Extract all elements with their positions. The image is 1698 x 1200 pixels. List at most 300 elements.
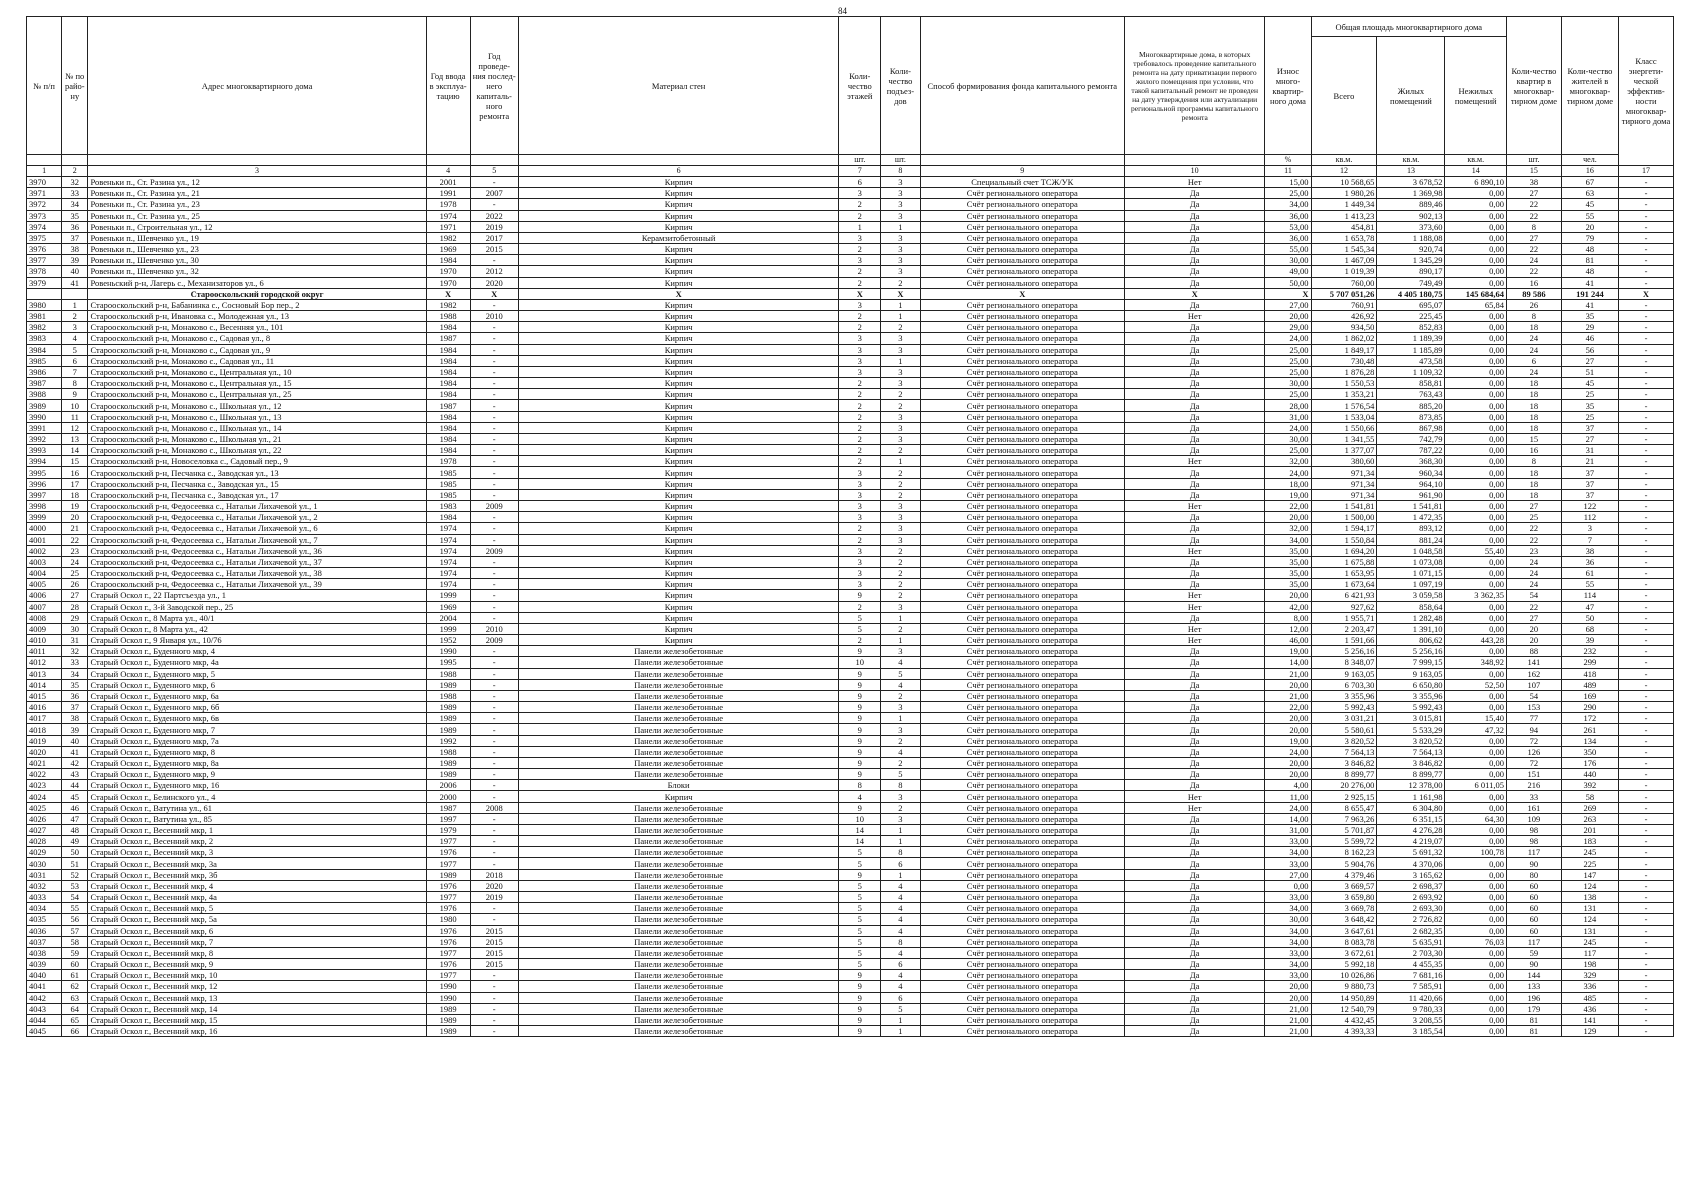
table-cell: Счёт регионального оператора: [920, 847, 1124, 858]
table-row: [27, 679, 1674, 690]
table-cell: 147: [1561, 869, 1618, 880]
unit-area-living: кв.м.: [1377, 155, 1445, 166]
table-cell: Счёт регионального оператора: [920, 232, 1124, 243]
table-cell: 36,00: [1265, 210, 1311, 221]
table-cell: 2020: [470, 880, 518, 891]
table-cell: 0,00: [1445, 378, 1507, 389]
table-cell: 20,00: [1265, 512, 1311, 523]
table-cell: 117: [1506, 847, 1561, 858]
table-cell: X: [1124, 288, 1265, 299]
table-cell: 7 585,91: [1377, 981, 1445, 992]
table-cell: 2 693,30: [1377, 903, 1445, 914]
unit-entrances: шт.: [881, 155, 921, 166]
table-cell: -: [1618, 668, 1673, 679]
table-cell: -: [470, 255, 518, 266]
table-cell: Счёт регионального оператора: [920, 489, 1124, 500]
table-cell: 122: [1561, 500, 1618, 511]
table-cell: 3: [839, 467, 881, 478]
table-cell: 49: [62, 836, 88, 847]
table-cell: 4018: [27, 724, 62, 735]
header-apartments: Коли-чество квартир в многоквар-тирном доме: [1506, 17, 1561, 155]
table-cell: Да: [1124, 523, 1265, 534]
table-cell: Счёт регионального оператора: [920, 1014, 1124, 1025]
table-cell: 68: [1561, 623, 1618, 634]
table-cell: Счёт регионального оператора: [920, 702, 1124, 713]
table-cell: Панели железобетонные: [518, 702, 839, 713]
table-cell: -: [1618, 568, 1673, 579]
table-cell: 8: [1506, 311, 1561, 322]
table-cell: 24: [1506, 333, 1561, 344]
table-cell: 3 846,82: [1377, 757, 1445, 768]
table-cell: 60: [1506, 880, 1561, 891]
table-cell: X: [426, 288, 470, 299]
table-cell: 47: [1561, 601, 1618, 612]
table-cell: 24,00: [1265, 746, 1311, 757]
table-cell: 0,00: [1445, 467, 1507, 478]
table-cell: 3970: [27, 177, 62, 188]
table-cell: Старый Оскол г., Весенний мкр, 7: [88, 936, 426, 947]
table-cell: 454,81: [1311, 221, 1377, 232]
table-cell: 4 455,35: [1377, 959, 1445, 970]
table-cell: Старый Оскол г., Белинского ул., 4: [88, 791, 426, 802]
table-cell: 368,30: [1377, 456, 1445, 467]
table-cell: 72: [1506, 735, 1561, 746]
table-cell: Счёт регионального оператора: [920, 869, 1124, 880]
header-year-built: Год ввода в эксплуа-тацию: [426, 17, 470, 155]
table-cell: 20: [1506, 623, 1561, 634]
table-row: [27, 1003, 1674, 1014]
table-row: [27, 523, 1674, 534]
table-cell: 21,00: [1265, 690, 1311, 701]
table-cell: 29: [1561, 322, 1618, 333]
table-row: [27, 836, 1674, 847]
table-cell: Старый Оскол г., Буденного мкр, 6б: [88, 702, 426, 713]
table-cell: 225,45: [1377, 311, 1445, 322]
table-cell: Счёт регионального оператора: [920, 880, 1124, 891]
table-cell: 114: [1561, 590, 1618, 601]
table-cell: 27: [62, 590, 88, 601]
table-cell: -: [470, 378, 518, 389]
table-cell: 3: [839, 188, 881, 199]
header-wear: Износ много-квартир-ного дома: [1265, 17, 1311, 155]
table-cell: 4,00: [1265, 780, 1311, 791]
table-cell: 1 541,81: [1377, 500, 1445, 511]
table-cell: 9: [839, 679, 881, 690]
table-cell: 20,00: [1265, 679, 1311, 690]
table-cell: 117: [1506, 936, 1561, 947]
table-cell: 1984: [426, 422, 470, 433]
table-cell: Старооскольский р-н, Монаково с., Садовая ул., 11: [88, 355, 426, 366]
table-cell: 4022: [27, 769, 62, 780]
table-row: [27, 366, 1674, 377]
table-cell: Панели железобетонные: [518, 813, 839, 824]
table-cell: -: [1618, 456, 1673, 467]
table-cell: 2: [881, 579, 921, 590]
table-cell: 4 432,45: [1311, 1014, 1377, 1025]
table-cell: 34,00: [1265, 847, 1311, 858]
table-cell: 6 011,05: [1445, 780, 1507, 791]
table-cell: 0,00: [1445, 366, 1507, 377]
table-cell: 9: [839, 646, 881, 657]
table-cell: -: [1618, 690, 1673, 701]
table-row: [27, 500, 1674, 511]
table-cell: 64,30: [1445, 813, 1507, 824]
table-cell: 60: [1506, 925, 1561, 936]
table-cell: 18: [1506, 389, 1561, 400]
table-cell: 2: [881, 802, 921, 813]
table-cell: Панели железобетонные: [518, 892, 839, 903]
table-cell: 112: [1561, 512, 1618, 523]
table-cell: Кирпич: [518, 333, 839, 344]
table-cell: Да: [1124, 1026, 1265, 1037]
table-cell: 39: [62, 724, 88, 735]
table-cell: 144: [1506, 970, 1561, 981]
table-cell: 3978: [27, 266, 62, 277]
table-cell: Счёт регионального оператора: [920, 1026, 1124, 1037]
table-cell: 18: [1506, 489, 1561, 500]
table-cell: Старый Оскол г., Буденного мкр, 9: [88, 769, 426, 780]
table-cell: Старооскольский р-н, Песчанка с., Заводская ул., 13: [88, 467, 426, 478]
table-row: [27, 489, 1674, 500]
table-cell: Старый Оскол г., Весенний мкр, 6: [88, 925, 426, 936]
table-cell: 1974: [426, 568, 470, 579]
table-cell: 8: [881, 936, 921, 947]
table-cell: 25,00: [1265, 445, 1311, 456]
table-cell: 18: [62, 489, 88, 500]
table-cell: -: [1618, 746, 1673, 757]
table-cell: Ровеньки п., Шевченко ул., 30: [88, 255, 426, 266]
table-cell: 2: [881, 690, 921, 701]
table-cell: -: [470, 970, 518, 981]
table-cell: 201: [1561, 824, 1618, 835]
table-cell: Старооскольский р-н, Монаково с., Школьная ул., 12: [88, 400, 426, 411]
table-cell: Кирпич: [518, 400, 839, 411]
table-cell: Да: [1124, 668, 1265, 679]
table-cell: -: [1618, 188, 1673, 199]
table-cell: 5: [839, 612, 881, 623]
table-cell: -: [470, 992, 518, 1003]
table-cell: -: [1618, 858, 1673, 869]
table-cell: 3996: [27, 478, 62, 489]
table-row: [27, 914, 1674, 925]
table-cell: 30,00: [1265, 378, 1311, 389]
table-cell: 54: [62, 892, 88, 903]
table-cell: 38: [1561, 545, 1618, 556]
table-cell: -: [1618, 836, 1673, 847]
table-cell: 2: [881, 735, 921, 746]
table-cell: 51: [1561, 366, 1618, 377]
table-row: [27, 445, 1674, 456]
table-cell: 3989: [27, 400, 62, 411]
table-cell: 37: [1561, 478, 1618, 489]
table-cell: 3: [881, 500, 921, 511]
table-cell: 2 698,37: [1377, 880, 1445, 891]
table-cell: 25,00: [1265, 344, 1311, 355]
table-cell: 4020: [27, 746, 62, 757]
table-cell: 48: [1561, 244, 1618, 255]
table-cell: 1 185,89: [1377, 344, 1445, 355]
table-cell: Счёт регионального оператора: [920, 947, 1124, 958]
table-cell: Счёт регионального оператора: [920, 478, 1124, 489]
table-cell: -: [1618, 210, 1673, 221]
table-cell: 269: [1561, 802, 1618, 813]
table-cell: 1980: [426, 914, 470, 925]
table-cell: Панели железобетонные: [518, 724, 839, 735]
table-cell: Счёт регионального оператора: [920, 959, 1124, 970]
table-cell: 2: [881, 489, 921, 500]
table-cell: Да: [1124, 679, 1265, 690]
table-cell: 4005: [27, 579, 62, 590]
table-cell: 126: [1506, 746, 1561, 757]
table-cell: 81: [1506, 1014, 1561, 1025]
table-cell: 0,00: [1445, 646, 1507, 657]
table-cell: 3: [881, 244, 921, 255]
table-cell: Старооскольский р-н, Монаково с., Центральная ул., 10: [88, 366, 426, 377]
table-cell: Старый Оскол г., Весенний мкр, 2: [88, 836, 426, 847]
table-cell: -: [1618, 378, 1673, 389]
table-cell: 4043: [27, 1003, 62, 1014]
table-cell: Счёт регионального оператора: [920, 590, 1124, 601]
table-cell: 20,00: [1265, 590, 1311, 601]
page-number: 84: [838, 6, 847, 16]
table-cell: Да: [1124, 299, 1265, 310]
table-cell: 0,00: [1445, 579, 1507, 590]
table-cell: 1: [881, 635, 921, 646]
table-cell: 60: [1506, 903, 1561, 914]
table-cell: 5 691,32: [1377, 847, 1445, 858]
table-cell: Нет: [1124, 456, 1265, 467]
table-cell: 1976: [426, 959, 470, 970]
table-cell: Старый Оскол г., Буденного мкр, 4а: [88, 657, 426, 668]
table-cell: Старооскольский р-н, Ивановка с., Молодежная ул., 13: [88, 311, 426, 322]
unit-residents: чел.: [1561, 155, 1618, 166]
table-cell: 4029: [27, 847, 62, 858]
table-cell: Панели железобетонные: [518, 668, 839, 679]
table-cell: 5 256,16: [1377, 646, 1445, 657]
table-cell: 25,00: [1265, 389, 1311, 400]
table-row: [27, 221, 1674, 232]
table-cell: Счёт регионального оператора: [920, 467, 1124, 478]
table-cell: 24: [1506, 579, 1561, 590]
table-cell: 10: [62, 400, 88, 411]
table-cell: Да: [1124, 813, 1265, 824]
table-cell: -: [470, 590, 518, 601]
table-cell: 16: [1506, 277, 1561, 288]
table-cell: 1978: [426, 199, 470, 210]
table-cell: 27: [1506, 232, 1561, 243]
table-cell: 1977: [426, 970, 470, 981]
table-cell: 5: [881, 769, 921, 780]
unit-area-nonliving: кв.м.: [1445, 155, 1507, 166]
unit-wear: %: [1265, 155, 1311, 166]
table-cell: 1985: [426, 467, 470, 478]
table-cell: 33: [62, 657, 88, 668]
table-cell: 6: [881, 992, 921, 1003]
table-cell: 232: [1561, 646, 1618, 657]
table-cell: 36: [1561, 556, 1618, 567]
table-cell: 22: [1506, 244, 1561, 255]
table-cell: Нет: [1124, 802, 1265, 813]
header-no: № п/п: [27, 17, 62, 155]
table-cell: 0,00: [1445, 1014, 1507, 1025]
table-cell: 1: [881, 221, 921, 232]
table-cell: Блоки: [518, 780, 839, 791]
table-cell: 4034: [27, 903, 62, 914]
table-cell: 59: [62, 947, 88, 958]
table-cell: Да: [1124, 869, 1265, 880]
table-cell: Да: [1124, 724, 1265, 735]
table-cell: 3: [881, 523, 921, 534]
table-cell: 920,74: [1377, 244, 1445, 255]
table-cell: -: [470, 199, 518, 210]
header-area-nonliving: Нежилых помещений: [1445, 37, 1507, 155]
table-cell: 2019: [470, 892, 518, 903]
table-cell: 0,00: [1445, 970, 1507, 981]
table-cell: 6: [62, 355, 88, 366]
table-row: [27, 344, 1674, 355]
district-subtotal-row: [27, 288, 1674, 299]
table-cell: 20,00: [1265, 992, 1311, 1003]
table-cell: 1 591,66: [1311, 635, 1377, 646]
table-cell: 3 678,52: [1377, 177, 1445, 188]
table-cell: 50: [1561, 612, 1618, 623]
table-cell: 3: [881, 199, 921, 210]
table-cell: 26: [62, 579, 88, 590]
table-cell: 0,00: [1445, 478, 1507, 489]
table-cell: 3: [881, 344, 921, 355]
table-cell: 34: [62, 199, 88, 210]
table-cell: Да: [1124, 836, 1265, 847]
table-cell: -: [470, 824, 518, 835]
table-cell: -: [470, 914, 518, 925]
table-cell: -: [1618, 422, 1673, 433]
table-cell: Счёт регионального оператора: [920, 813, 1124, 824]
table-cell: 6 650,80: [1377, 679, 1445, 690]
table-cell: 55,00: [1265, 244, 1311, 255]
table-row: [27, 545, 1674, 556]
table-cell: Старый Оскол г., 8 Марта ул., 42: [88, 623, 426, 634]
table-cell: 124: [1561, 914, 1618, 925]
table-cell: 2017: [470, 232, 518, 243]
table-cell: 0,00: [1445, 880, 1507, 891]
table-cell: -: [1618, 679, 1673, 690]
table-cell: -: [1618, 880, 1673, 891]
table-cell: 42: [62, 757, 88, 768]
table-cell: 3: [839, 366, 881, 377]
table-cell: Старый Оскол г., Весенний мкр, 8: [88, 947, 426, 958]
table-cell: Старый Оскол г., Весенний мкр, 5: [88, 903, 426, 914]
table-cell: 2009: [470, 500, 518, 511]
table-cell: -: [1618, 646, 1673, 657]
table-cell: -: [470, 445, 518, 456]
table-cell: Нет: [1124, 545, 1265, 556]
table-cell: -: [1618, 311, 1673, 322]
table-cell: 1984: [426, 355, 470, 366]
table-cell: 5 256,16: [1311, 646, 1377, 657]
table-cell: Кирпич: [518, 277, 839, 288]
table-cell: 2015: [470, 959, 518, 970]
table-cell: Панели железобетонные: [518, 713, 839, 724]
table-cell: 1: [881, 1026, 921, 1037]
table-row: [27, 266, 1674, 277]
table-cell: 2: [881, 389, 921, 400]
table-cell: 9: [839, 724, 881, 735]
table-cell: 1: [881, 456, 921, 467]
table-row: [27, 299, 1674, 310]
table-cell: 1984: [426, 322, 470, 333]
table-cell: 15: [1506, 433, 1561, 444]
table-cell: -: [470, 467, 518, 478]
table-cell: 6 421,93: [1311, 590, 1377, 601]
table-cell: 1984: [426, 411, 470, 422]
table-cell: -: [1618, 713, 1673, 724]
table-cell: Нет: [1124, 635, 1265, 646]
table-cell: 4: [881, 947, 921, 958]
table-cell: -: [1618, 1003, 1673, 1014]
table-cell: 1977: [426, 858, 470, 869]
table-cell: 1989: [426, 1014, 470, 1025]
table-cell: Старооскольский р-н, Монаково с., Центральная ул., 15: [88, 378, 426, 389]
table-cell: Да: [1124, 735, 1265, 746]
table-row: [27, 959, 1674, 970]
table-cell: -: [1618, 400, 1673, 411]
table-cell: 0,00: [1445, 255, 1507, 266]
table-cell: 25,00: [1265, 366, 1311, 377]
table-cell: 20,00: [1265, 311, 1311, 322]
table-cell: Кирпич: [518, 311, 839, 322]
table-cell: -: [470, 646, 518, 657]
table-cell: Счёт регионального оператора: [920, 579, 1124, 590]
table-cell: Счёт регионального оператора: [920, 456, 1124, 467]
table-cell: 225: [1561, 858, 1618, 869]
table-cell: 1 876,28: [1311, 366, 1377, 377]
table-cell: 1977: [426, 947, 470, 958]
table-cell: 1984: [426, 445, 470, 456]
header-address: Адрес многоквартирного дома: [88, 17, 426, 155]
table-cell: Кирпич: [518, 411, 839, 422]
table-row: [27, 177, 1674, 188]
table-cell: Счёт регионального оператора: [920, 623, 1124, 634]
table-cell: Счёт регионального оператора: [920, 210, 1124, 221]
table-cell: 9 163,05: [1311, 668, 1377, 679]
table-cell: 1989: [426, 757, 470, 768]
table-cell: 9: [839, 713, 881, 724]
table-cell: [27, 288, 62, 299]
table-cell: Старооскольский р-н, Федосеевка с., Натальи Лихачевой ул., 39: [88, 579, 426, 590]
table-cell: X: [839, 288, 881, 299]
column-number: 16: [1561, 166, 1618, 177]
table-cell: Да: [1124, 690, 1265, 701]
table-cell: -: [1618, 791, 1673, 802]
table-cell: 14: [839, 836, 881, 847]
table-row: [27, 244, 1674, 255]
table-cell: Счёт регионального оператора: [920, 735, 1124, 746]
table-cell: 0,00: [1445, 992, 1507, 1003]
table-cell: 4025: [27, 802, 62, 813]
table-cell: Счёт регионального оператора: [920, 992, 1124, 1003]
table-cell: Счёт регионального оператора: [920, 836, 1124, 847]
table-row: [27, 780, 1674, 791]
table-cell: 59: [1506, 947, 1561, 958]
table-cell: Счёт регионального оператора: [920, 512, 1124, 523]
table-cell: -: [1618, 780, 1673, 791]
table-cell: Счёт регионального оператора: [920, 266, 1124, 277]
table-cell: 12 540,79: [1311, 1003, 1377, 1014]
table-cell: Старый Оскол г., 8 Марта ул., 40/1: [88, 612, 426, 623]
table-cell: 42,00: [1265, 601, 1311, 612]
table-cell: 3997: [27, 489, 62, 500]
table-cell: 2: [881, 757, 921, 768]
